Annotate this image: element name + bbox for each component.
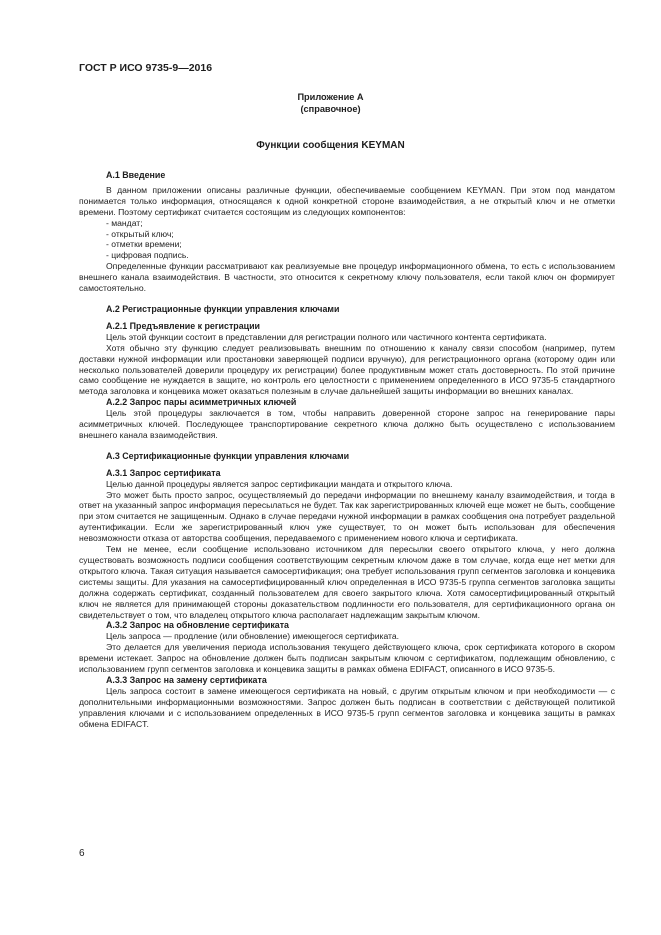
subsection-heading-a3-3: А.3.3 Запрос на замену сертификата [106, 674, 267, 685]
paragraph: В данном приложении описаны различные функции, обеспечиваемые сообщением KEYMAN. При этом под мандатом понимается только информация, относящаяся к одной конкретной стороне взаимодействия, а не открытый ключ и не отметки времени. Поэтому сертификат считается состоящим из следующих компонентов: [79, 184, 615, 217]
paragraph: Цель запроса — продление (или обновление) имеющегося сертификата. [106, 631, 400, 642]
paragraph: Цель запроса состоит в замене имеющегося сертификата на новый, с другим открытым ключом и при необходимости — с дополнительными информационными возможностями. Запрос должен быть подписан в соответствии с действующей политикой управления ключами и с использованием определенных в ИСО 9735-5 групп сегментов заголовка и концевика защиты в рамках обмена EDIFACT. [79, 685, 615, 729]
list-item: - мандат; [106, 217, 143, 228]
appendix-status: (справочное) [300, 104, 361, 114]
subsection-heading-a3-1: А.3.1 Запрос сертификата [106, 467, 221, 478]
paragraph: Цель этой функции состоит в представлении для регистрации полного или частичного контента сертификата. [106, 331, 547, 342]
section-heading-a2: А.2 Регистрационные функции управления ключами [106, 303, 340, 314]
section-heading-a3: А.3 Сертификационные функции управления ключами [106, 450, 350, 461]
page-number: 6 [79, 848, 85, 859]
appendix-label: Приложение А [297, 92, 364, 102]
standard-header: ГОСТ Р ИСО 9735-9—2016 [79, 62, 213, 74]
list-item: - цифровая подпись. [106, 250, 189, 261]
page-title: Функции сообщения KEYMAN [256, 140, 405, 151]
paragraph: Определенные функции рассматривают как реализуемые вне процедур информационного обмена, то есть с использованием внешнего канала взаимодействия. В частности, это относится к секретному ключу пользователя, если такой ключ он формирует самостоятельно. [79, 261, 615, 294]
section-heading-a1: А.1 Введение [106, 170, 166, 180]
document-body [79, 170, 615, 730]
paragraph: Цель этой процедуры заключается в том, чтобы направить доверенной стороне запрос на генерирование пары асимметричных ключей. Последующее транспортирование секретного ключа должно быть осуществлено с использованием внешнего канала взаимодействия. [79, 408, 615, 440]
list-item: - отметки времени; [106, 239, 182, 250]
subsection-heading-a2-2: А.2.2 Запрос пары асимметричных ключей [106, 397, 297, 408]
subsection-heading-a2-1: А.2.1 Предъявление к регистрации [106, 320, 261, 331]
list-item: - открытый ключ; [106, 228, 174, 239]
paragraph: Это может быть просто запрос, осуществляемый до передачи информации по внешнему каналу взаимодействия, и тогда в ответ на указанный запрос информация пересылаться не будет. Так как зарегистрированных ключей еще может не быть, сообщение при этом считается не защищенным. Однако в случае передачи нужной информации в рамках сообщения она потребует раздельной аутентификации. Если же зарегистрированный ключ уже существует, то он может быть использован для обеспечения невозможности отказа от авторства сообщения, передаваемого с применением нового ключа и сертификата. [79, 489, 615, 544]
paragraph: Тем не менее, если сообщение использовано источником для пересылки своего открытого ключа, у него должна существовать возможность подписи сообщения соответствующим секретным ключом даже в том случае, когда еще нет метки для открытого ключа. Такая ситуация называется самосертификация; она требует использования групп сегментов заголовка и концевика системы защиты. Для указания на самосертифицированный ключ определенная в ИСО 9735-5 группа сегментов заголовка защиты должна содержать сертификат, созданный пользователем для своего закрытого ключа. Хотя самосертифицированный открытый ключ не является для принимающей стороны доказательством подлинности его пользователя, для сертификационного органа он свидетельствует о том, что владелец открытого ключа располагает надлежащим закрытым ключом. [79, 544, 615, 620]
paragraph: Хотя обычно эту функцию следует реализовывать внешним по отношению к каналу связи способом (например, путем доставки нужной информации или простановки заверяющей подписи вручную), для регистрационного органа (которому один или несколько пользователей доверили процедуру их регистрации) более продуктивным может стать достоверность. По этой причине само сообщение не нуждается в защите, но контроль его целостности с применением определенного в ИСО 9735-5 стандартного метода заголовка и концевика может оказаться полезным в случае дальнейшей защиты информации во внешних каналах. [79, 342, 615, 397]
paragraph: Целью данной процедуры является запрос сертификации мандата и открытого ключа. [106, 478, 453, 489]
paragraph: Это делается для увеличения периода использования текущего действующего ключа, срок сертификата которого в скором времени истекает. Запрос на обновление должен быть подписан закрытым ключом с сертификатом, подлежащим обновлению, с использованием групп сегментов заголовка и концевика защиты в рамках обмена EDIFACT, описанного в ИСО 9735-5. [79, 642, 615, 675]
subsection-heading-a3-2: А.3.2 Запрос на обновление сертификата [106, 620, 289, 631]
